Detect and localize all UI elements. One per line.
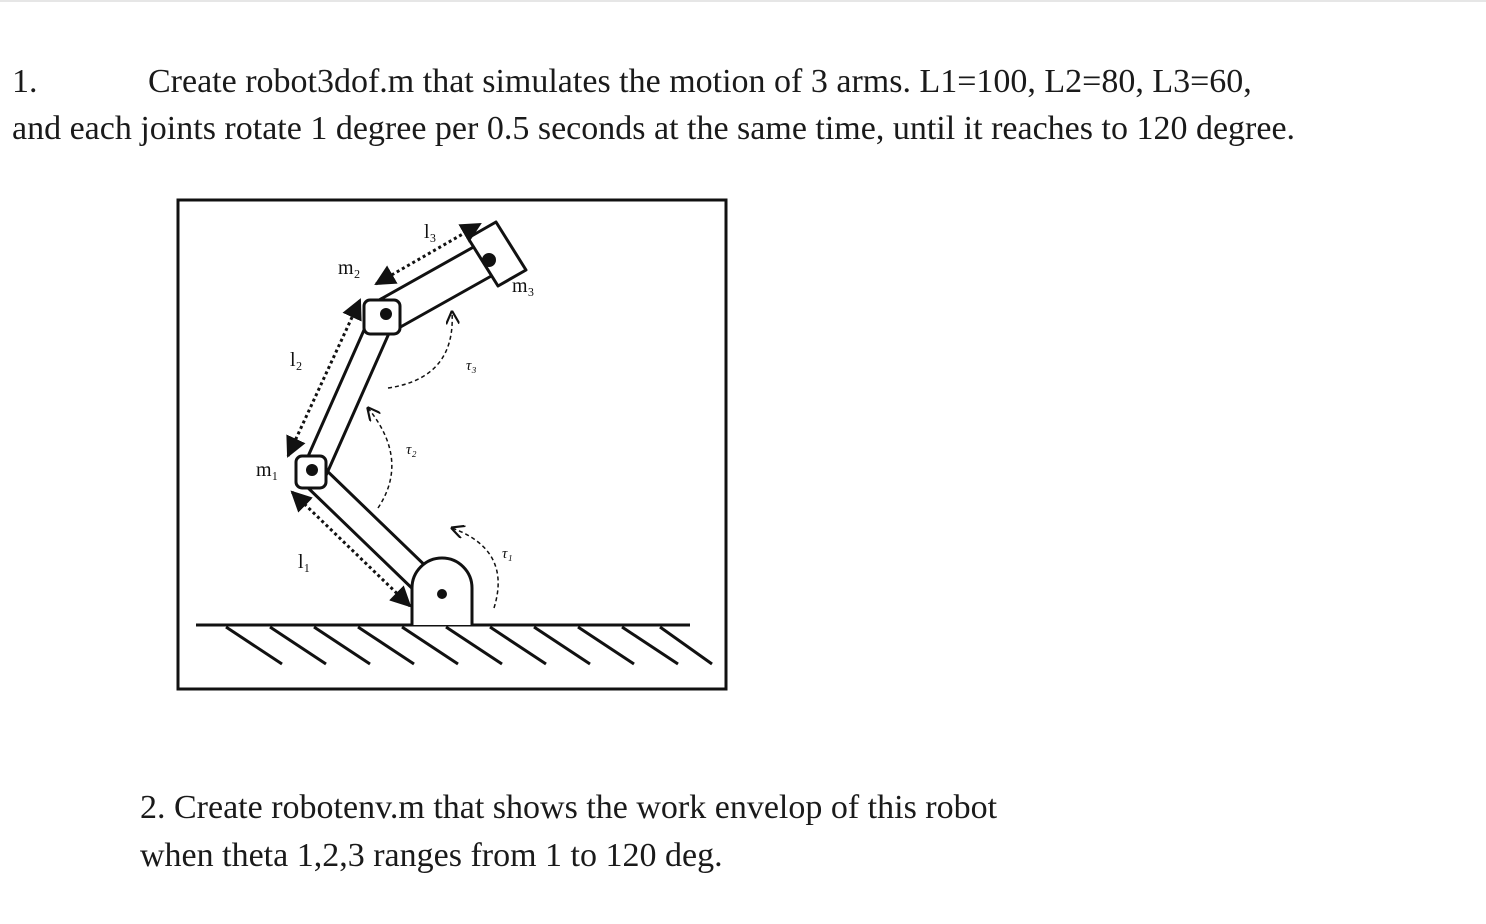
- question-1-text-1: Create robot3dof.m that simulates the motion of 3 arms. L1=100, L2=80, L3=60,: [148, 63, 1252, 100]
- label-l3: l₃: [424, 221, 437, 243]
- question-2-line-2: when theta 1,2,3 ranges from 1 to 120 deg.: [140, 837, 723, 874]
- label-tau1: τ₁: [502, 546, 513, 562]
- end-effector-pivot: [482, 253, 496, 267]
- base-joint-pivot: [437, 589, 447, 599]
- label-m2: m₂: [338, 257, 361, 279]
- label-m1: m₁: [256, 459, 279, 481]
- label-l2: l₂: [290, 349, 303, 371]
- label-m3: m₃: [512, 275, 535, 297]
- question-1-number: 1.: [12, 63, 38, 100]
- ground: [196, 625, 712, 664]
- joint-2-pivot: [306, 464, 318, 476]
- tau2-arc: [368, 408, 392, 508]
- label-tau3: τ₃: [466, 358, 477, 374]
- question-1-line-2: and each joints rotate 1 degree per 0.5 seconds at the same time, until it reaches to 120 degree.: [12, 110, 1296, 147]
- label-l1: l₁: [298, 551, 311, 573]
- joint-3-pivot: [380, 308, 392, 320]
- label-tau2: τ₂: [406, 442, 417, 458]
- question-2-line-1: 2. Create robotenv.m that shows the work envelop of this robot: [140, 789, 998, 826]
